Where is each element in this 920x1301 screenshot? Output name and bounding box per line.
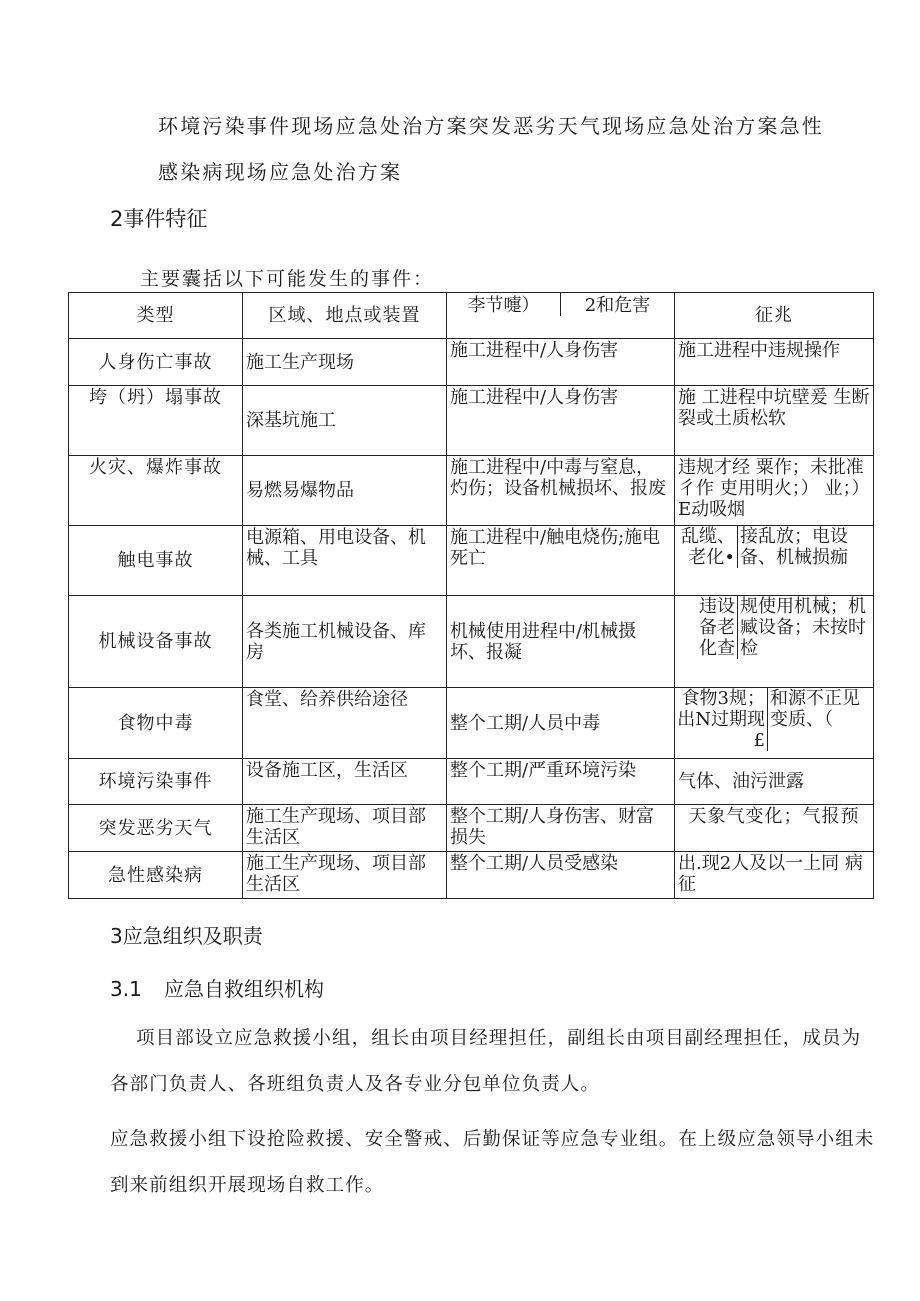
header-period-harm xyxy=(447,293,675,339)
table-row xyxy=(69,596,874,688)
cell-sign: 气体、油污泄露 xyxy=(675,759,874,805)
cell-location: 电源箱、用电设备、机械、工具 xyxy=(243,526,447,596)
cell-sign: 天象气变化；气报预 xyxy=(675,805,874,852)
cell-type: 火灾、爆炸事故 xyxy=(69,456,243,526)
cell-type: 环境污染事件 xyxy=(69,759,243,805)
section-2-lead: 主要囊括以下可能发生的事件： xyxy=(140,268,435,290)
intro-text xyxy=(158,103,878,195)
header-type: 类型 xyxy=(69,293,243,339)
cell-location: 施工生产现场、项目部生活区 xyxy=(243,805,447,852)
table-row xyxy=(69,526,874,596)
section-3-1-heading xyxy=(110,973,324,1002)
table-row xyxy=(69,852,874,899)
table-row xyxy=(69,339,874,386)
section-2-heading: 2事件特征 xyxy=(110,207,208,231)
cell-sign xyxy=(675,596,874,688)
header-location: 区域、地点或装置 xyxy=(243,293,447,339)
cell-type: 垮（坍）塌事故 xyxy=(69,386,243,456)
header-sign: 征兆 xyxy=(675,293,874,339)
cell-sign-part-b: 和源不正见变质、（ xyxy=(767,688,873,751)
cell-type: 人身伤亡事故 xyxy=(69,339,243,386)
cell-location: 易燃易爆物品 xyxy=(243,456,447,526)
cell-location: 食堂、给养供给途径 xyxy=(243,688,447,759)
cell-type: 急性感染病 xyxy=(69,852,243,899)
cell-type: 食物中毒 xyxy=(69,688,243,759)
cell-hazard: 整个工期/人员中毒 xyxy=(447,688,675,759)
header-harm: 2和危害 xyxy=(560,293,674,316)
cell-hazard: 施工进程中/人身伤害 xyxy=(447,339,675,386)
table-header-row xyxy=(69,293,874,339)
paragraph-1: 项目部设立应急救援小组，组长由项目经理担任，副组长由项目副经理担任，成员为各部门负责人、各班组负责人及各专业分包单位负责人。 xyxy=(110,1028,862,1095)
cell-sign-part-b: 规使用机械；机臧设备；未按时检 xyxy=(737,596,873,659)
cell-sign-part-a: 乱缆、老化• xyxy=(681,526,735,568)
cell-hazard: 机械使用进程中/机械摄坏、报凝 xyxy=(447,596,675,688)
cell-sign-part-a: 食物3规；出N过期现£ xyxy=(677,688,765,751)
cell-location: 设备施工区，生活区 xyxy=(243,759,447,805)
event-table xyxy=(68,292,874,899)
cell-sign-part-a: 违设 备老 化查 xyxy=(699,596,735,659)
cell-type: 触电事故 xyxy=(69,526,243,596)
header-period: 李节嚏） xyxy=(467,295,540,316)
section-3-1-number: 3.1 xyxy=(110,977,142,1001)
section-3-heading: 3应急组织及职责 xyxy=(110,924,263,948)
cell-location: 施工生产现场、项目部生活区 xyxy=(243,852,447,899)
cell-sign xyxy=(675,688,874,759)
cell-location: 施工生产现场 xyxy=(243,339,447,386)
table-row xyxy=(69,805,874,852)
cell-hazard: 施工进程中/中毒与窒息，灼伤；设备机械损坏、报废 xyxy=(447,456,675,526)
cell-sign xyxy=(675,526,874,596)
intro-line-1: 环境污染事件现场应急处治方案突发恶劣天气现场应急处治方案急性 xyxy=(158,114,824,138)
table-row xyxy=(69,386,874,456)
cell-hazard: 施工进程中/触电烧伤;施电死亡 xyxy=(447,526,675,596)
cell-type: 突发恶劣天气 xyxy=(69,805,243,852)
cell-sign-part-b: 接乱放；电设备、机械损痂 xyxy=(737,526,873,568)
table-row xyxy=(69,688,874,759)
table-row xyxy=(69,759,874,805)
section-3-1-title: 应急自救组织机构 xyxy=(164,977,324,1001)
cell-location: 深基坑施工 xyxy=(243,386,447,456)
cell-sign: 施工进程中违规操作 xyxy=(675,339,874,386)
cell-sign: 施 工进程中坑壁爰 生断裂或土质松软 xyxy=(675,386,874,456)
cell-type: 机械设备事故 xyxy=(69,596,243,688)
paragraph-2: 应急救援小组下设抢险救援、安全警戒、后勤保证等应急专业组。在上级应急领导小组未到来前组织开展现场自救工作。 xyxy=(110,1129,875,1196)
cell-hazard: 施工进程中/人身伤害 xyxy=(447,386,675,456)
intro-line-2: 感染病现场应急处治方案 xyxy=(158,160,403,184)
cell-hazard: 整个工期/严重环境污染 xyxy=(447,759,675,805)
cell-location: 各类施工机械设备、库房 xyxy=(243,596,447,688)
cell-hazard: 整个工期/人身伤害、财富损失 xyxy=(447,805,675,852)
cell-sign: 违规才经 粟作；未批准彳作 吏用明火；） 业；）E动吸烟 xyxy=(675,456,874,526)
cell-hazard: 整个工期/人员受感染 xyxy=(447,852,675,899)
cell-sign: 出.现2人及以一上同 病征 xyxy=(675,852,874,899)
table-row xyxy=(69,456,874,526)
